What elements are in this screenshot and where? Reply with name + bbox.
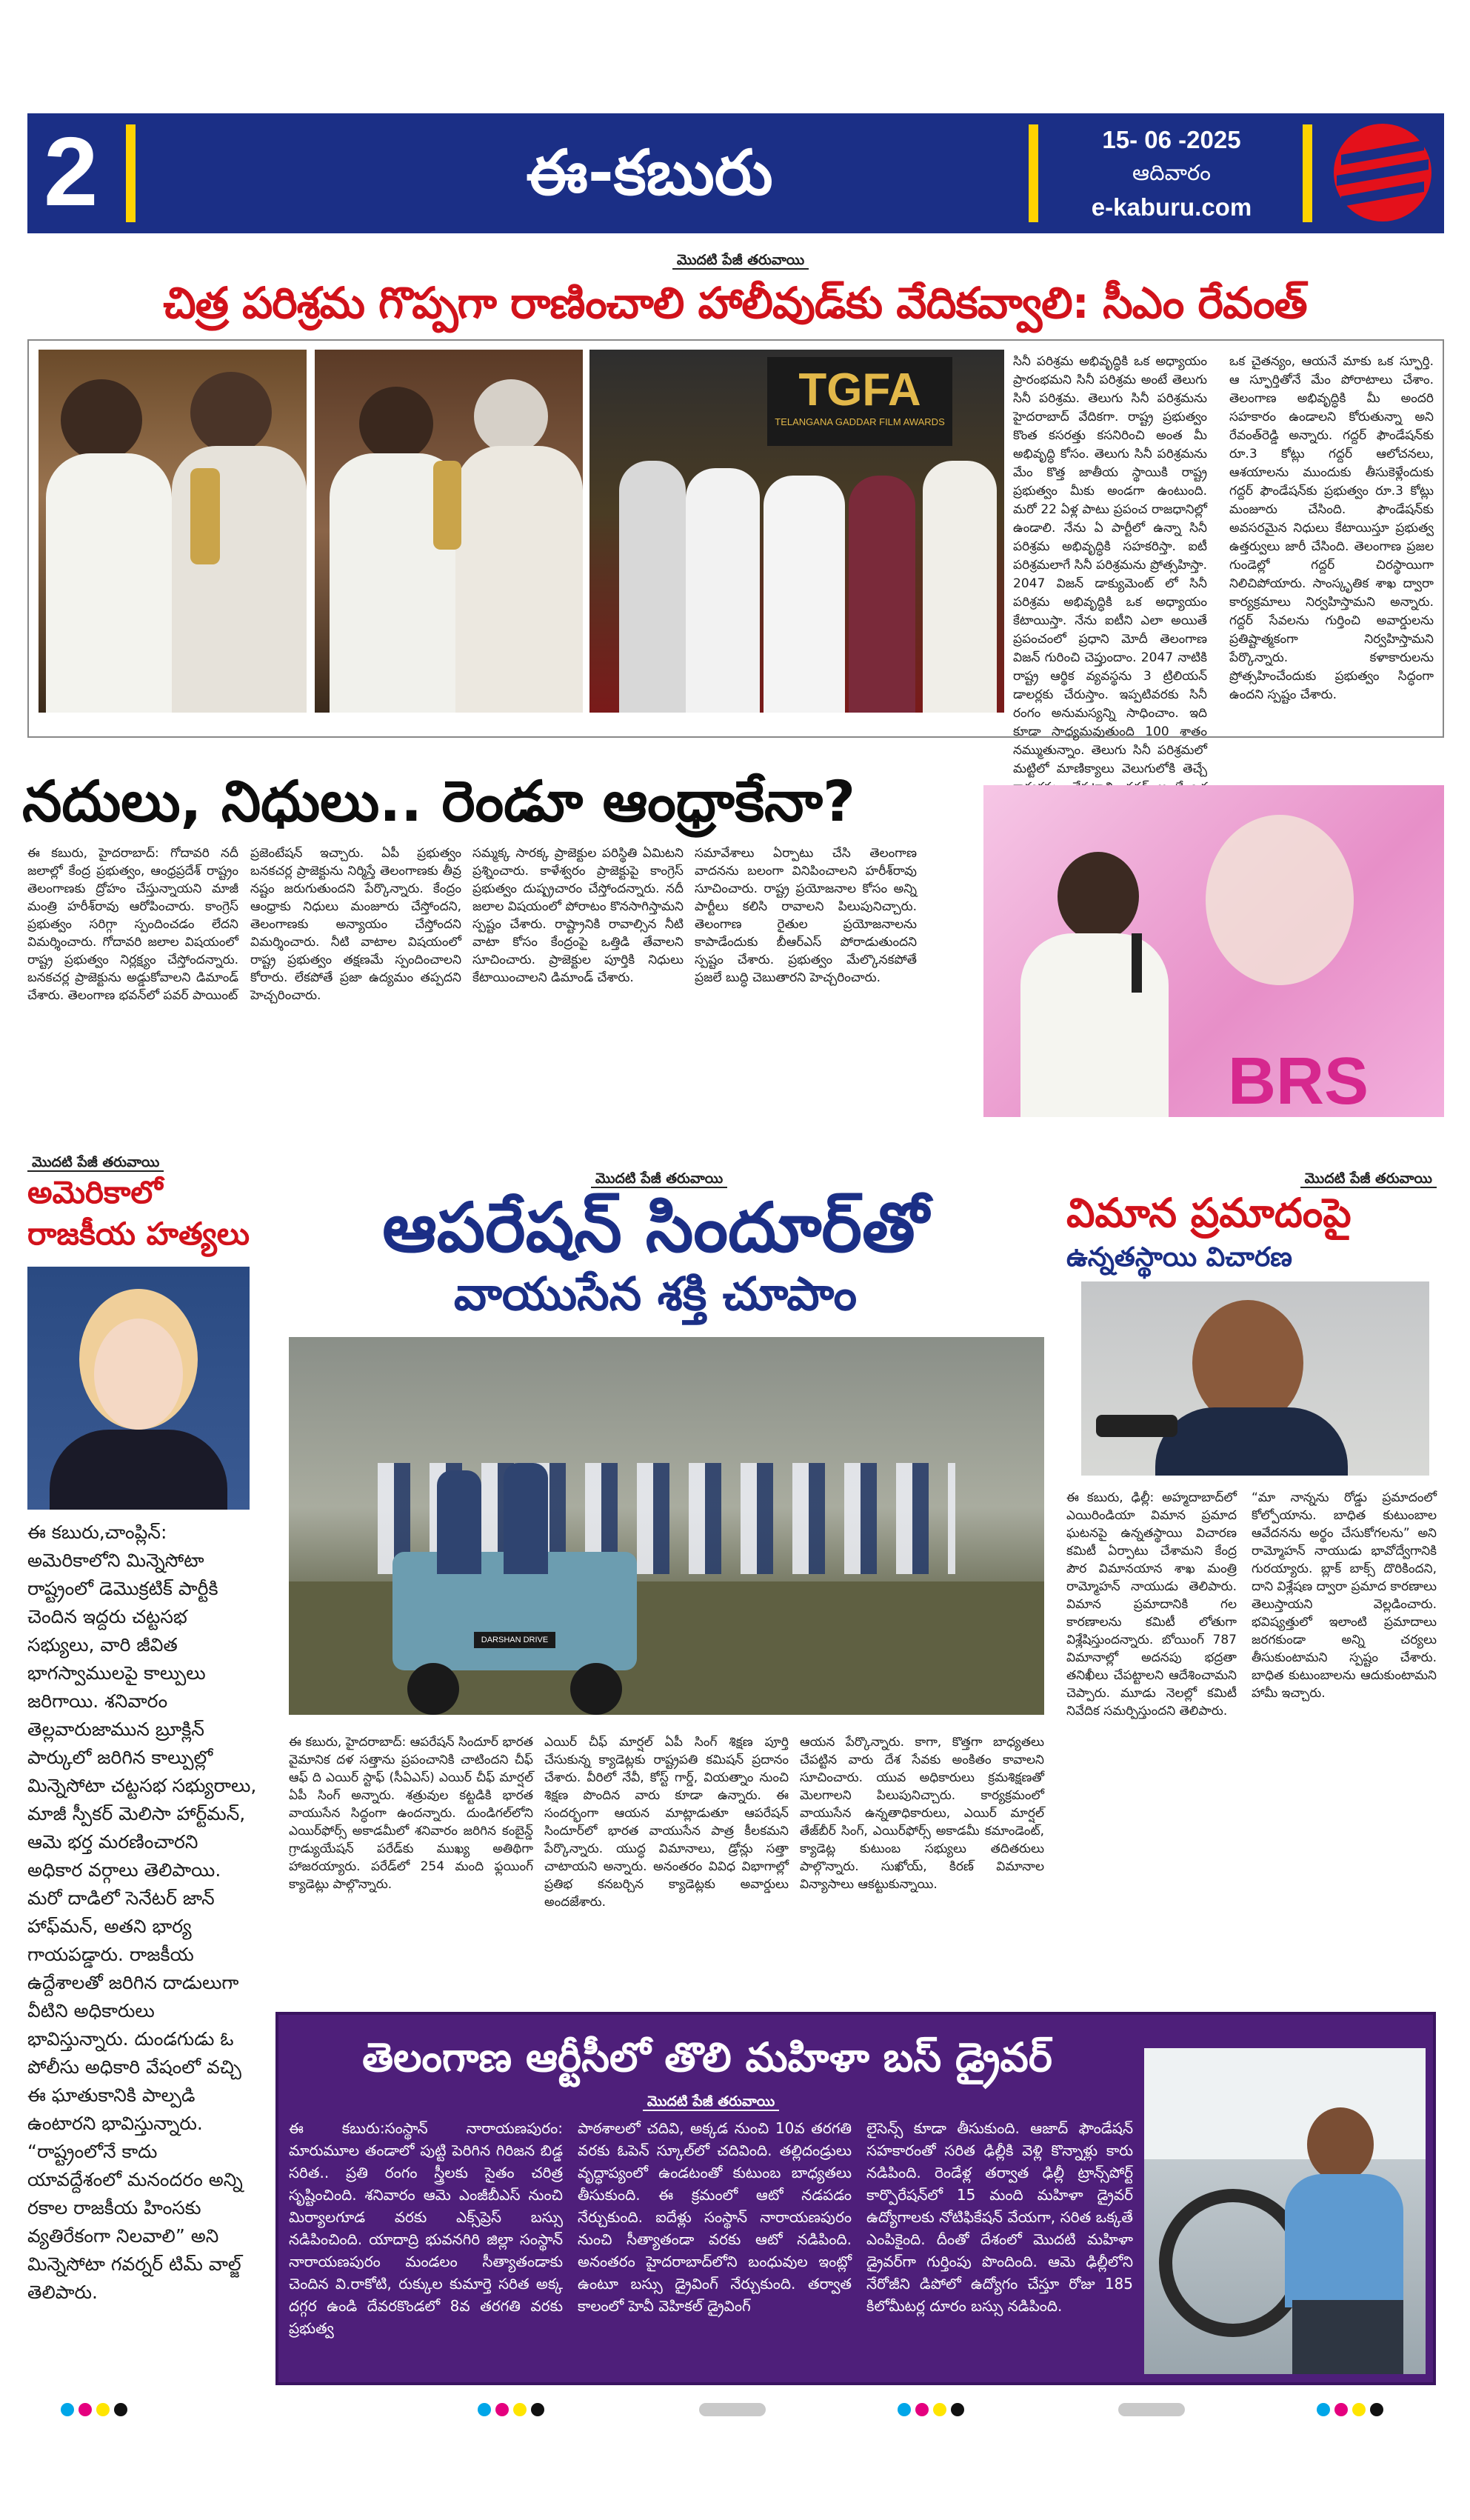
newspaper-name: ఈ-కబురు — [526, 136, 773, 209]
reg-marks-4 — [1317, 2403, 1383, 2419]
photo-cm-award-2 — [315, 350, 583, 713]
story6-col2: పాఠశాలలో చదివి, అక్కడ నుంచి 10వ తరగతి వరకు ఓపెన్ స్కూల్‌లో చదివింది. తల్లిదండ్రులు వృద్ధాప్యంలో ఉండటంతో కుటుంబ బాధ్యతలు తీసుకుంది. ఈ క్రమంలో ఆటో నడపడం నేర్చుకుంది. ఐదేళ్లు సంస్థాన్ నారాయణపురం నుంచి సీత్యాతండా వరకు ఆటో నడిపింది. అనంతరం హైదరాబాద్‌లోని బంధువుల ఇంట్లో ఉంటూ బస్సు డ్రైవింగ్ నేర్చుకుంది. తర్వాత కాలంలో హెవీ వెహికల్ డ్రైవింగ్ — [578, 2119, 852, 2315]
masthead-divider-right — [1029, 124, 1038, 222]
brand-logo — [1331, 121, 1434, 224]
story6-col3: లైసెన్స్ కూడా తీసుకుంది. ఆజాద్ ఫౌండేషన్ సహకారంతో సరిత ఢిల్లీకి వెళ్లి కొన్నాళ్లు కారు నడిపింది. రెండేళ్ల తర్వాత ఢిల్లీ ట్రాన్స్‌పోర్ట్ కార్పొరేషన్‌లో 15 మంది మహిళా డ్రైవర్ ఉద్యోగాలకు నోటిఫికేషన్ వేయగా, సరిత ఒక్కతే ఎంపికైంది. దీంతో దేశంలో మొదటి మహిళా డ్రైవర్‌గా గుర్తింపు పొందింది. ఆమె ఢిల్లీలోని నేరోజీని డిపోలో ఉద్యోగం చేస్తూ రోజు 185 కిలోమీటర్ల దూరం బస్సు నడిపింది. — [866, 2119, 1133, 2315]
photo-cm-award-1 — [39, 350, 307, 713]
story5-headline: విమాన ప్రమాదంపై — [1066, 1190, 1352, 1236]
masthead-divider-far — [1303, 124, 1312, 222]
reg-bar-1 — [699, 2403, 766, 2419]
story2-col3: సమ్మక్క సారక్క ప్రాజెక్టుల పరిస్థితి ఏమిటని ప్రశ్నించారు. కాళేశ్వరం ప్రాజెక్టుపై కాంగ్రెస్ ప్రభుత్వం దుష్ప్రచారం చేస్తోందన్నారు. నదీ జలాల విషయంలో పోరాటం కొనసాగిస్తామని స్పష్టం చేశారు. రాష్ట్రానికి రావాల్సిన నీటి వాటా కోసం కేంద్రంపై ఒత్తిడి తేవాలని సూచించారు. ప్రాజెక్టుల పూర్తికి నిధులు కేటాయించాలని డిమాండ్ చేశారు. — [472, 846, 684, 985]
story3-body: ఈ కబురు,చాంప్లిన్: అమెరికాలోని మిన్నెసోటా రాష్ట్రంలో డెమొక్రటిక్ పార్టీకి చెందిన ఇద్దరు చట్టసభ సభ్యులు, వారి జీవిత భాగస్వాములపై కాల్పులు జరిగాయి. శనివారం తెల్లవారుజామున బ్రూక్లిన్ పార్కులో జరిగిన కాల్పుల్లో మిన్నెసోటా చట్టసభ సభ్యురాలు, మాజీ స్పీకర్ మెలిసా హార్ట్‌మన్, ఆమె భర్త మరణించారని అధికార వర్గాలు తెలిపాయి. మరో దాడిలో సెనేటర్ జాన్ హాఫ్‌మన్, అతని భార్య గాయపడ్డారు. రాజకీయ ఉద్దేశాలతో జరిగిన దాడులుగా వీటిని అధికారులు భావిస్తున్నారు. దుండగుడు ఓ పోలీసు అధికారి వేషంలో వచ్చి ఈ ఘాతుకానికి పాల్పడి ఉంటారని భావిస్తున్నారు. “రాష్ట్రంలోనే కాదు యావద్దేశంలో మనందరం అన్ని రకాల రాజకీయ హింసకు వ్యతిరేకంగా నిలవాలి” అని మిన్నెసోటా గవర్నర్ టిమ్ వాల్జ్ తెలిపారు. — [27, 1521, 257, 2303]
story3-kicker: మొదటి పేజీ తరువాయి — [27, 1154, 250, 1174]
masthead-divider-left — [126, 124, 136, 222]
photo-bus-driver-saritha — [1144, 2048, 1426, 2374]
issue-day: ఆదివారం — [1132, 160, 1211, 185]
story1-kicker: మొదటి పేజీ తరువాయి — [518, 252, 963, 272]
reg-marks-3 — [898, 2403, 964, 2419]
story4-col1: ఈ కబురు, హైదరాబాద్: ఆపరేషన్ సిందూర్ భారత వైమానిక దళ సత్తాను ప్రపంచానికి చాటిందని చీఫ్ ఆఫ్ ది ఎయిర్ స్టాఫ్ (సీఏఎస్) ఎయిర్ చీఫ్ మార్షల్ ఏపీ సింగ్ అన్నారు. శత్రువుల కట్టడికి భారత వాయుసేన సిద్ధంగా ఉందన్నారు. దుండిగల్‌లోని ఎయిర్‌ఫోర్స్ అకాడమీలో శనివారం జరిగిన కంబైన్డ్ గ్రాడ్యుయేషన్ పరేడ్‌కు ముఖ్య అతిథిగా హాజరయ్యారు. పరేడ్‌లో 254 మంది ఫ్లయింగ్ క్యాడెట్లు పాల్గొన్నారు. — [289, 1735, 533, 1892]
story2-col2: ప్రజెంటేషన్ ఇచ్చారు. ఏపీ ప్రభుత్వం బనకచర్ల ప్రాజెక్టును నిర్మిస్తే తెలంగాణకు తీవ్ర నష్టం జరుగుతుందని పేర్కొన్నారు. కేంద్రం ఆంధ్రాకు నిధులు మంజూరు చేస్తోందని, తెలంగాణకు అన్యాయం చేస్తోందని విమర్శించారు. నీటి వాటాల విషయంలో రాష్ట్ర ప్రభుత్వం తక్షణమే స్పందించాలని కోరారు. లేకపోతే ప్రజా ఉద్యమం తప్పదని హెచ్చరించారు. — [250, 846, 461, 1003]
issue-date: 15- 06 -2025 — [1102, 126, 1241, 153]
masthead — [27, 113, 1444, 233]
story2-col1: ఈ కబురు, హైదరాబాద్: గోదావరి నదీ జలాల్లో కేంద్ర ప్రభుత్వం, ఆంధ్రప్రదేశ్ రాష్ట్రం తెలంగాణకు ద్రోహం చేస్తున్నాయని మాజీ మంత్రి హరీశ్‌రావు ఆరోపించారు. కాంగ్రెస్ ప్రభుత్వం సరిగ్గా స్పందించడం లేదని విమర్శించారు. గోదావరి జలాల విషయంలో రాష్ట్ర ప్రభుత్వం నిర్లక్ష్యం చేస్తోందన్నారు. బనకచర్ల ప్రాజెక్టును అడ్డుకోవాలని డిమాండ్ చేశారు. తెలంగాణ భవన్‌లో పవర్ పాయింట్ — [27, 846, 238, 1003]
story4-col3: ఆయన పేర్కొన్నారు. కాగా, కొత్తగా బాధ్యతలు చేపట్టిన వారు దేశ సేవకు అంకితం కావాలని సూచించారు. యువ అధికారులు క్రమశిక్షణతో మెలగాలని పిలుపునిచ్చారు. కార్యక్రమంలో వాయుసేన ఉన్నతాధికారులు, ఎయిర్ మార్షల్ తేజ్‌బీర్ సింగ్, ఎయిర్‌ఫోర్స్ అకాడమీ కమాండెంట్, క్యాడెట్ల కుటుంబ సభ్యులు తదితరులు పాల్గొన్నారు. సుఖోయ్, కిరణ్ విమానాల విన్యాసాలు ఆకట్టుకున్నాయి. — [800, 1735, 1044, 1892]
story6-kicker: మొదటి పేజీ తరువాయి — [578, 2093, 844, 2113]
story1-col1: సినీ పరిశ్రమ అభివృద్ధికి ఒక అధ్యాయం ప్రారంభమని సినీ పరిశ్రమ అంటే తెలుగు సినీ పరిశ్రమ. తెలుగు సినీ పరిశ్రమను హైదరాబాద్ వేదికగా. రాష్ట్ర ప్రభుత్వం కొంత కసరత్తు కసనిరించి అంత మీ అభివృద్ధి కోసం. తెలుగు సినీ పరిశ్రమను మేం కొత్త జాతీయ స్థాయికి రాష్ట్ర ప్రభుత్వం మీకు అండగా ఉంటుంది. మరో 22 ఏళ్ల పాటు ప్రపంచ రాజధానిల్లో ఉండాలి. నేను ఏ పార్టీలో ఉన్నా సినీ పరిశ్రమ అభివృద్ధికి సహకరిస్తా. ఐటీ పరిశ్రమలాగే సినీ పరిశ్రమను ప్రోత్సహిస్తా. 2047 విజన్ డాక్యుమెంట్ లో సినీ పరిశ్రమ అభివృద్ధికి ఒక అధ్యాయం కేటాయిస్తా. నేను ఐటీని ఎలా అయితే ప్రపంచంలో ప్రధాని మోదీ తెలంగాణ విజన్ గురించి చెప్తుందాం. 2047 నాటికి రాష్ట్ర ఆర్థిక వ్యవస్థను 3 ట్రిలియన్ డాలర్లకు చేరుస్తాం. ఇప్పటివరకు సినీ రంగం అనుమస్యన్ని సాధించాం. ఇది కూడా సాధ్యమవుతుంది 100 శాతం నమ్ముతున్నాం. తెలుగు సినీ పరిశ్రమలో మట్టిలో మాణిక్యాలు వెలుగులోకి తెచ్చే — [1013, 354, 1207, 776]
story6-col1: ఈ కబురు:సంస్థాన్ నారాయణపురం: మారుమూల తండాలో పుట్టి పెరిగిన గిరిజన బిడ్డ సరిత.. ప్రతి రంగం స్త్రీలకు సైతం చరిత్ర సృష్టించింది. శనివారం ఆమె ఎంజీబీఎస్ నుంచి మిర్యాలగూడ వరకు ఎక్స్‌ప్రెస్ బస్సు నడిపించింది. యాదాద్రి భువనగిరి జిల్లా సంస్థాన్ నారాయణపురం మండలం సీత్యాతండాకు చెందిన వి.రాకోటి, రుక్కుల కుమార్తె సరిత అక్క దగ్గర ఉండి దేవరకొండలో 8వ తరగతి వరకు ప్రభుత్వ — [289, 2119, 563, 2337]
photo-harish-rao — [983, 785, 1444, 1117]
photo-passing-out-parade — [289, 1337, 1044, 1715]
vehicle-plate: DARSHAN DRIVE — [474, 1632, 555, 1648]
story3-headline-line1: అమెరికాలో — [27, 1174, 163, 1210]
story4-col2: ఎయిర్ చీఫ్ మార్షల్ ఏపీ సింగ్ శిక్షణ పూర్తి చేసుకున్న క్యాడెట్లకు రాష్ట్రపతి కమిషన్ ప్రదానం చేశారు. వీరిలో నేవీ, కోస్ట్ గార్డ్, వియత్నాం నుంచి శిక్షణ పొందిన వారు కూడా ఉన్నారు. ఈ సందర్భంగా ఆయన మాట్లాడుతూ ఆపరేషన్ సిందూర్‌లో భారత వాయుసేన పాత్ర కీలకమని పేర్కొన్నారు. యుద్ధ విమానాలు, డ్రోన్లు సత్తా చాటాయని అన్నారు. అనంతరం వివిధ విభాగాల్లో ప్రతిభ కనబర్చిన క్యాడెట్లకు అవార్డులు అందజేశారు. — [544, 1735, 789, 1910]
photo-rammohan-naidu — [1081, 1281, 1429, 1476]
story2-headline: నదులు, నిధులు.. రెండూ ఆంధ్రాకేనా? — [22, 768, 856, 834]
story6-headline: తెలంగాణ ఆర్టీసీలో తొలి మహిళా బస్ డ్రైవర్ — [362, 2034, 1052, 2081]
award-logo-subtext: TELANGANA GADDAR FILM AWARDS — [775, 416, 945, 427]
award-logo-text: TGFA — [798, 364, 921, 416]
site-url: e-kaburu.com — [1091, 193, 1252, 221]
party-banner-text: BRS — [1228, 1044, 1369, 1119]
page-number: 2 — [44, 117, 98, 226]
story1-headline: చిత్ర పరిశ్రమ గొప్పగా రాణించాలి హాలీవుడ్‌కు వేదికవ్వాలి: సీఎం రేవంత్ — [163, 278, 1307, 328]
story1-col2: ఒక చైతన్యం, ఆయనే మాకు ఒక స్ఫూర్తి. ఆ స్ఫూర్తితోనే మేం పోరాటాలు చేశాం. తెలంగాణ అభివృద్ధికి మీ అందరి సహకారం ఉండాలని కోరుతున్నా అని రేవంత్‌రెడ్డి అన్నారు. గద్దర్ ఫౌండేషన్‌కు రూ.3 కోట్లు గద్దర్ ఆలోచనలు, ఆశయాలను ముందుకు తీసుకెళ్లేందుకు గద్దర్ ఫౌండేషన్‌కు ప్రభుత్వం రూ.3 కోట్లు మంజూరు చేసింది. ఫౌండేషన్‌కు అవసరమైన నిధులు కేటాయిస్తూ ప్రభుత్వ ఉత్తర్వులు జారీ చేసింది. తెలంగాణ ప్రజల గుండెల్లో గద్దర్ చిరస్థాయిగా నిలిచిపోయారు. సాంస్కృతిక శాఖ ద్వారా కార్యక్రమాలు నిర్వహిస్తామని అన్నారు. గద్దర్ సేవలను గుర్తించి అవార్డులను ప్రతిష్టాత్మకంగా నిర్వహిస్తామని పేర్కొన్నారు. కళాకారులను ప్రోత్సహించేందుకు ప్రభుత్వం సిద్ధంగా ఉందని స్పష్టం చేశారు. — [1229, 354, 1434, 702]
photo-melissa-hortman — [27, 1267, 250, 1510]
reg-marks-1 — [61, 2403, 127, 2419]
story2-col4: సమావేశాలు ఏర్పాటు చేసి తెలంగాణ వాదనను బలంగా వినిపించాలని హరీశ్‌రావు సూచించారు. రాష్ట్ర ప్రయోజనాల కోసం అన్ని పార్టీలు కలిసి రావాలని పిలుపునిచ్చారు. తెలంగాణ రైతుల ప్రయోజనాలను కాపాడేందుకు బీఆర్‌ఎస్ పోరాడుతుందని స్పష్టం చేశారు. ప్రభుత్వం మేల్కొనకపోతే ప్రజలే బుద్ధి చెబుతారని హెచ్చరించారు. — [695, 846, 917, 985]
story5-kicker: మొదటి పేజీ తరువాయి — [1066, 1170, 1437, 1190]
story4-kicker: మొదటి పేజీ తరువాయి — [474, 1170, 844, 1190]
reg-marks-2 — [478, 2403, 544, 2419]
story4-headline: ఆపరేషన్ సిందూర్‌తో — [382, 1188, 929, 1267]
story5-subheadline: ఉన్నతస్థాయి విచారణ — [1066, 1242, 1293, 1273]
photo-tgfa-stage — [589, 350, 1004, 713]
story3-headline-line2: రాజకీయ హత్యలు — [27, 1216, 250, 1252]
story5-col1: ఈ కబురు, ఢిల్లీ: అహ్మదాబాద్‌లో ఎయిరిండియా విమాన ప్రమాద ఘటనపై ఉన్నతస్థాయి విచారణ కమిటీ ఏర్పాటు చేశామని కేంద్ర పౌర విమానయాన శాఖ మంత్రి రామ్మోహన్ నాయుడు తెలిపారు. విమాన ప్రమాదానికి గల కారణాలను కమిటీ లోతుగా విశ్లేషిస్తుందన్నారు. బోయింగ్ 787 విమానాల్లో అదనపు భద్రతా తనిఖీలు చేపట్టాలని ఆదేశించామని చెప్పారు. మూడు నెలల్లో కమిటీ నివేదిక సమర్పిస్తుందని తెలిపారు. — [1066, 1490, 1237, 1719]
story4-subheadline: వాయుసేన శక్తి చూపాం — [453, 1267, 858, 1321]
story5-col2: “మా నాన్నను రోడ్డు ప్రమాదంలో కోల్పోయాను. బాధిత కుటుంబాల ఆవేదనను అర్థం చేసుకోగలను” అని రామ్మోహన్ నాయుడు భావోద్వేగానికి గురయ్యారు. బ్లాక్ బాక్స్ దొరికిందని, దాని విశ్లేషణ ద్వారా ప్రమాద కారణాలు తెలుస్తాయని వెల్లడించారు. భవిష్యత్తులో ఇలాంటి ప్రమాదాలు జరగకుండా అన్ని చర్యలు తీసుకుంటామని స్పష్టం చేశారు. బాధిత కుటుంబాలను ఆదుకుంటామని హామీ ఇచ్చారు. — [1252, 1490, 1437, 1701]
reg-bar-2 — [1118, 2403, 1185, 2419]
